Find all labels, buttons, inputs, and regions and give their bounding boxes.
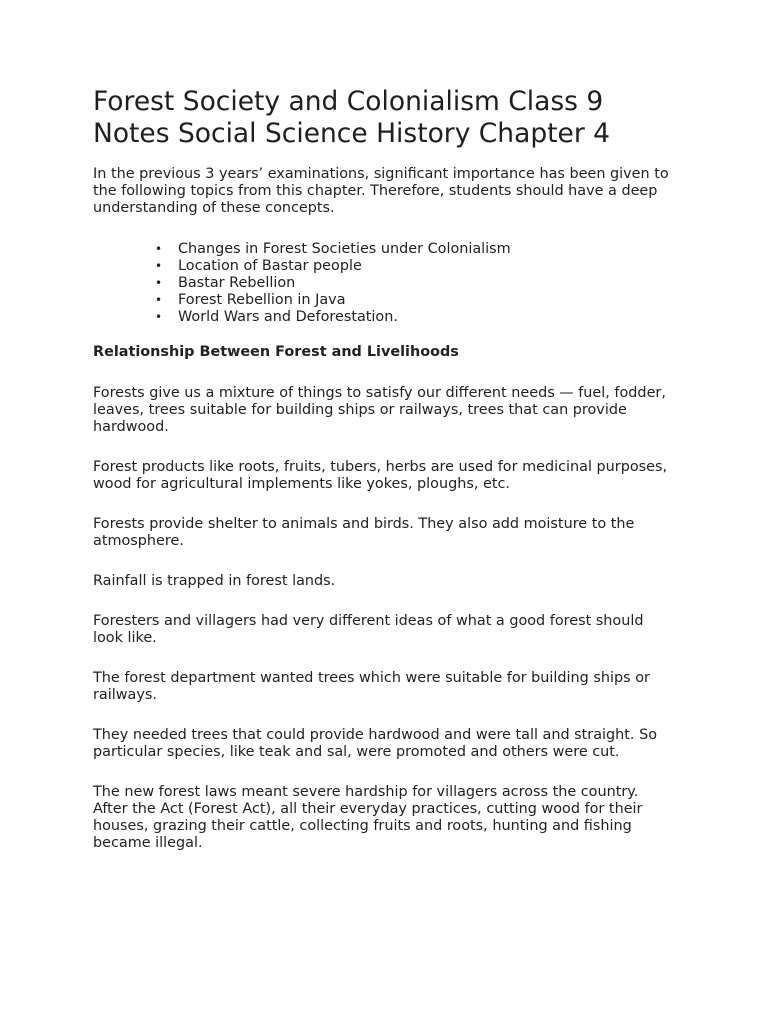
topic-item [155,292,674,309]
bullet-icon: • [155,259,163,273]
bullet-icon: • [155,293,163,307]
topic-text: Bastar Rebellion [178,275,296,291]
body-paragraph: Forests give us a mixture of things to satisfy our different needs — fuel, fodder, leaves, trees suitable for building ships or railways, trees that can provide hardwood. [93,385,666,435]
section-heading: Relationship Between Forest and Livelihoods [93,344,459,360]
page-title: Forest Society and Colonialism Class 9 Notes Social Science History Chapter 4 [93,86,611,149]
intro-paragraph: In the previous 3 years’ examinations, significant importance has been given to the following topics from this chapter. Therefore, students should have a deep understanding of these concepts. [93,166,669,216]
topics-list [93,241,674,326]
topic-text: World Wars and Deforestation. [178,309,398,325]
topic-item [155,241,674,258]
body-paragraph: They needed trees that could provide hardwood and were tall and straight. So particular species, like teak and sal, were promoted and others were cut. [93,727,658,760]
bullet-icon: • [155,276,163,290]
topic-item [155,309,674,326]
bullet-icon: • [155,310,163,324]
topic-item [155,258,674,275]
topic-text: Location of Bastar people [178,258,362,274]
body-paragraph: Forest products like roots, fruits, tubers, herbs are used for medicinal purposes, wood for agricultural implements like yokes, ploughs, etc. [93,459,668,492]
body-paragraph: The new forest laws meant severe hardship for villagers across the country. After the Act (Forest Act), all their everyday practices, cutting wood for their houses, grazing their cattle, collecting fruits and roots, hunting and fishing became illegal. [93,784,643,851]
body-paragraph: Forests provide shelter to animals and birds. They also add moisture to the atmosphere. [93,516,635,549]
topic-text: Forest Rebellion in Java [178,292,346,308]
body-paragraph: Rainfall is trapped in forest lands. [93,573,336,589]
bullet-icon: • [155,242,163,256]
body-paragraph: Foresters and villagers had very different ideas of what a good forest should look like. [93,613,644,646]
body-paragraph: The forest department wanted trees which were suitable for building ships or railways. [93,670,650,703]
topic-text: Changes in Forest Societies under Colonialism [178,241,511,257]
topic-item [155,275,674,292]
